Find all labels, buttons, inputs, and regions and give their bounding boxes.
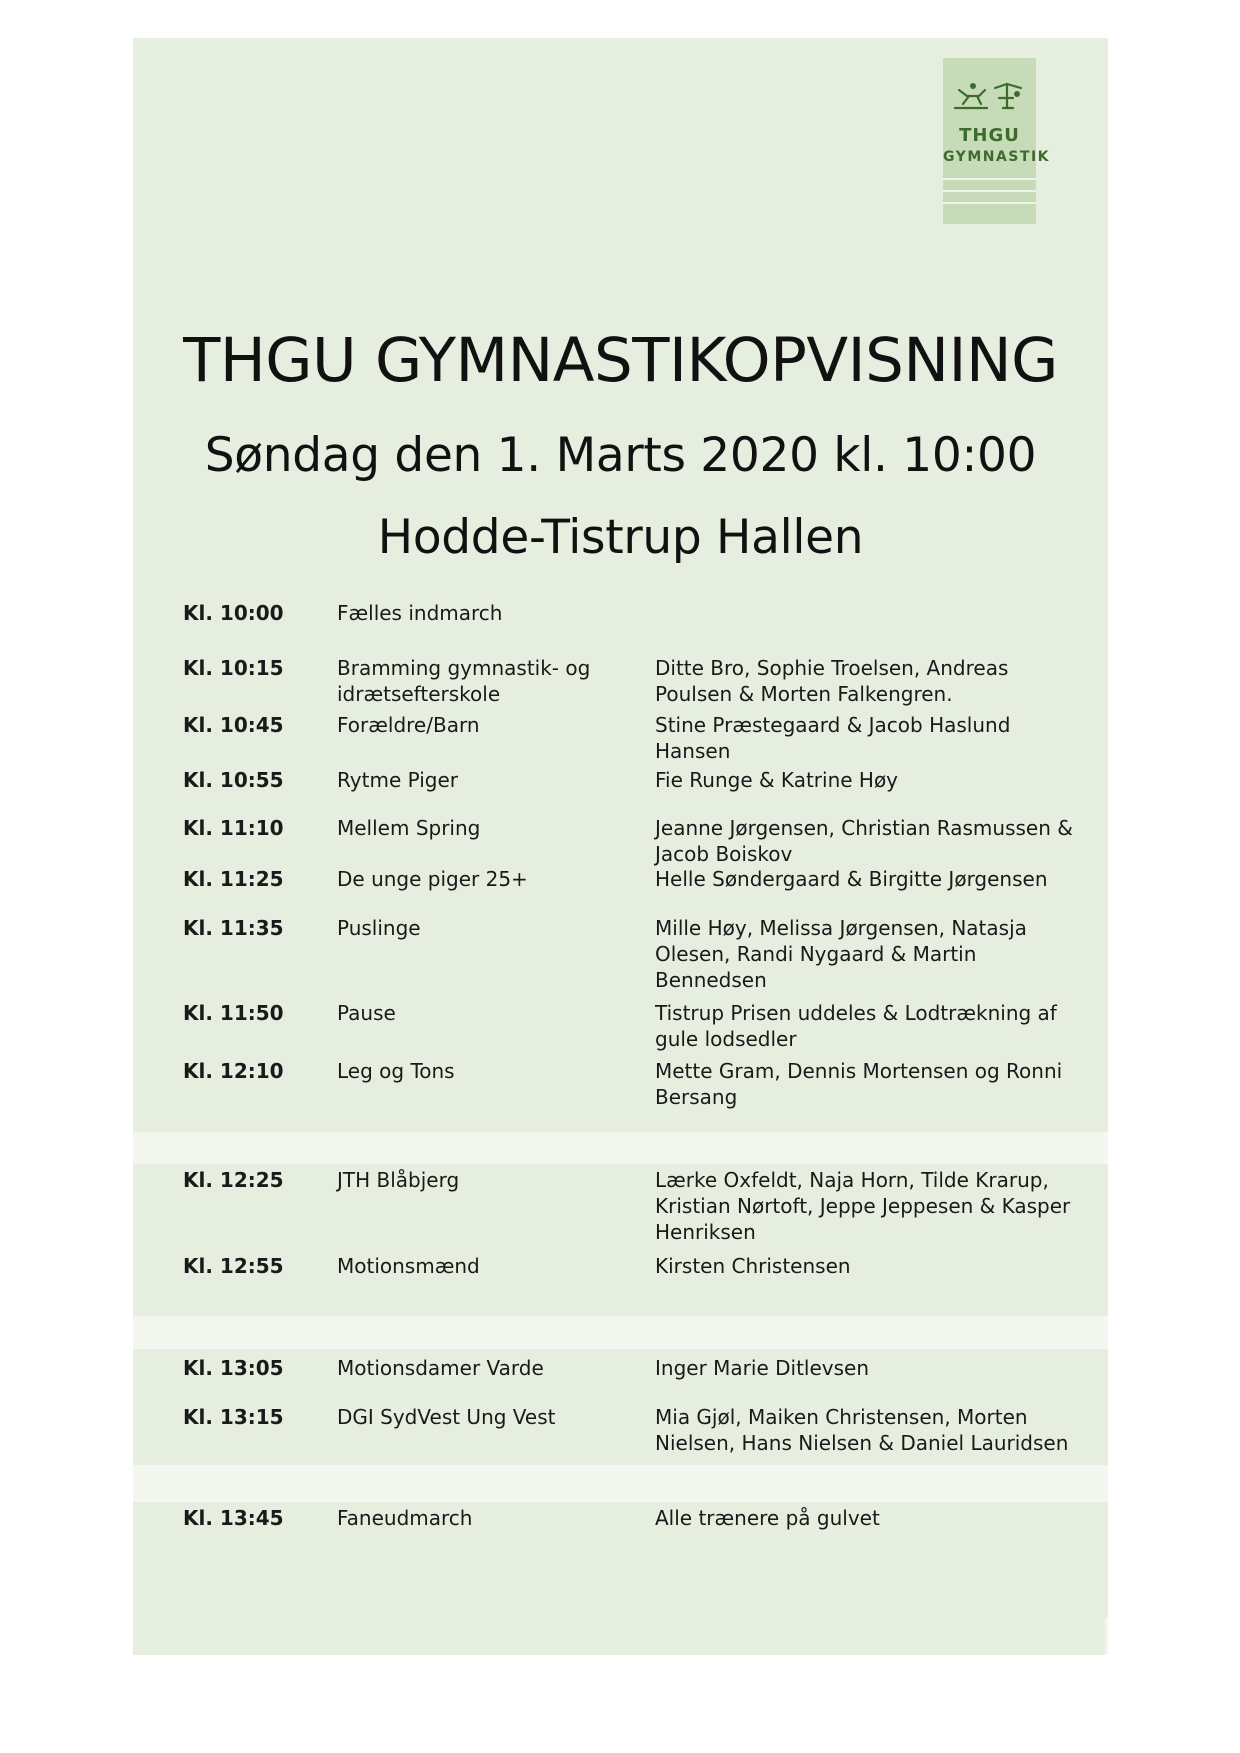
program-leaders: Tistrup Prisen uddeles & Lodtrækning af gule lodsedler [655,1001,1057,1051]
program-time: Kl. 10:15 [183,656,284,680]
program-team: Fælles indmarch [337,601,503,625]
event-date: Søndag den 1. Marts 2020 kl. 10:00 [204,428,1037,483]
program-team: Rytme Piger [337,768,459,792]
program-team: Leg og Tons [337,1059,455,1083]
thgu-logo [943,58,1050,224]
logo-stripe [943,178,1036,180]
program-team: Pause [337,1001,396,1025]
program-leaders: Mille Høy, Melissa Jørgensen, Natasja Olesen, Randi Nygaard & Martin Bennedsen [655,916,1027,992]
background-band-gap [133,1316,1108,1349]
program-time: Kl. 12:55 [183,1254,284,1278]
program-time: Kl. 12:10 [183,1059,284,1083]
program-time: Kl. 12:25 [183,1168,284,1192]
program-team: Motionsdamer Varde [337,1356,544,1380]
program-time: Kl. 13:15 [183,1405,284,1429]
program-team: Bramming gymnastik- og idrætsefterskole [337,656,591,706]
logo-stripe [943,190,1036,192]
logo-stripe [943,202,1036,204]
program-time: Kl. 13:05 [183,1356,284,1380]
program-leaders: Mia Gjøl, Maiken Christensen, Morten Nielsen, Hans Nielsen & Daniel Lauridsen [655,1405,1069,1455]
program-leaders: Mette Gram, Dennis Mortensen og Ronni Bersang [655,1059,1063,1109]
program-time: Kl. 11:10 [183,816,284,840]
program-leaders: Kirsten Christensen [655,1254,851,1278]
program-team: Forældre/Barn [337,713,480,737]
page-title: THGU GYMNASTIKOPVISNING [183,325,1058,396]
program-leaders: Fie Runge & Katrine Høy [655,768,899,792]
program-leaders: Lærke Oxfeldt, Naja Horn, Tilde Krarup, Kristian Nørtoft, Jeppe Jeppesen & Kasper Henriksen [655,1168,1071,1244]
program-leaders: Ditte Bro, Sophie Troelsen, Andreas Poulsen & Morten Falkengren. [655,656,1009,706]
program-time: Kl. 10:55 [183,768,284,792]
program-time: Kl. 13:45 [183,1506,284,1530]
program-time: Kl. 10:45 [183,713,284,737]
background-band-gap [133,1132,1108,1164]
program-leaders: Jeanne Jørgensen, Christian Rasmussen & Jacob Boiskov [655,816,1073,866]
logo-text-thgu: THGU [959,125,1020,146]
program-time: Kl. 11:35 [183,916,284,940]
background-band [133,1615,1105,1655]
gymnasts-icon [951,78,1028,118]
background-band-gap [133,1465,1108,1502]
program-team: Motionsmænd [337,1254,480,1278]
program-time: Kl. 10:00 [183,601,284,625]
program-time: Kl. 11:25 [183,867,284,891]
event-venue: Hodde-Tistrup Hallen [377,510,864,565]
program-leaders: Inger Marie Ditlevsen [655,1356,870,1380]
program-team: Mellem Spring [337,816,481,840]
program-team: De unge piger 25+ [337,867,528,891]
program-leaders: Helle Søndergaard & Birgitte Jørgensen [655,867,1048,891]
logo-text-gymnastik: GYMNASTIK [943,149,1050,165]
program-team: DGI SydVest Ung Vest [337,1405,556,1429]
program-leaders: Stine Præstegaard & Jacob Haslund Hansen [655,713,1011,763]
program-leaders: Alle trænere på gulvet [655,1506,880,1530]
program-team: Faneudmarch [337,1506,473,1530]
program-team: JTH Blåbjerg [337,1168,460,1192]
program-time: Kl. 11:50 [183,1001,284,1025]
program-team: Puslinge [337,916,421,940]
